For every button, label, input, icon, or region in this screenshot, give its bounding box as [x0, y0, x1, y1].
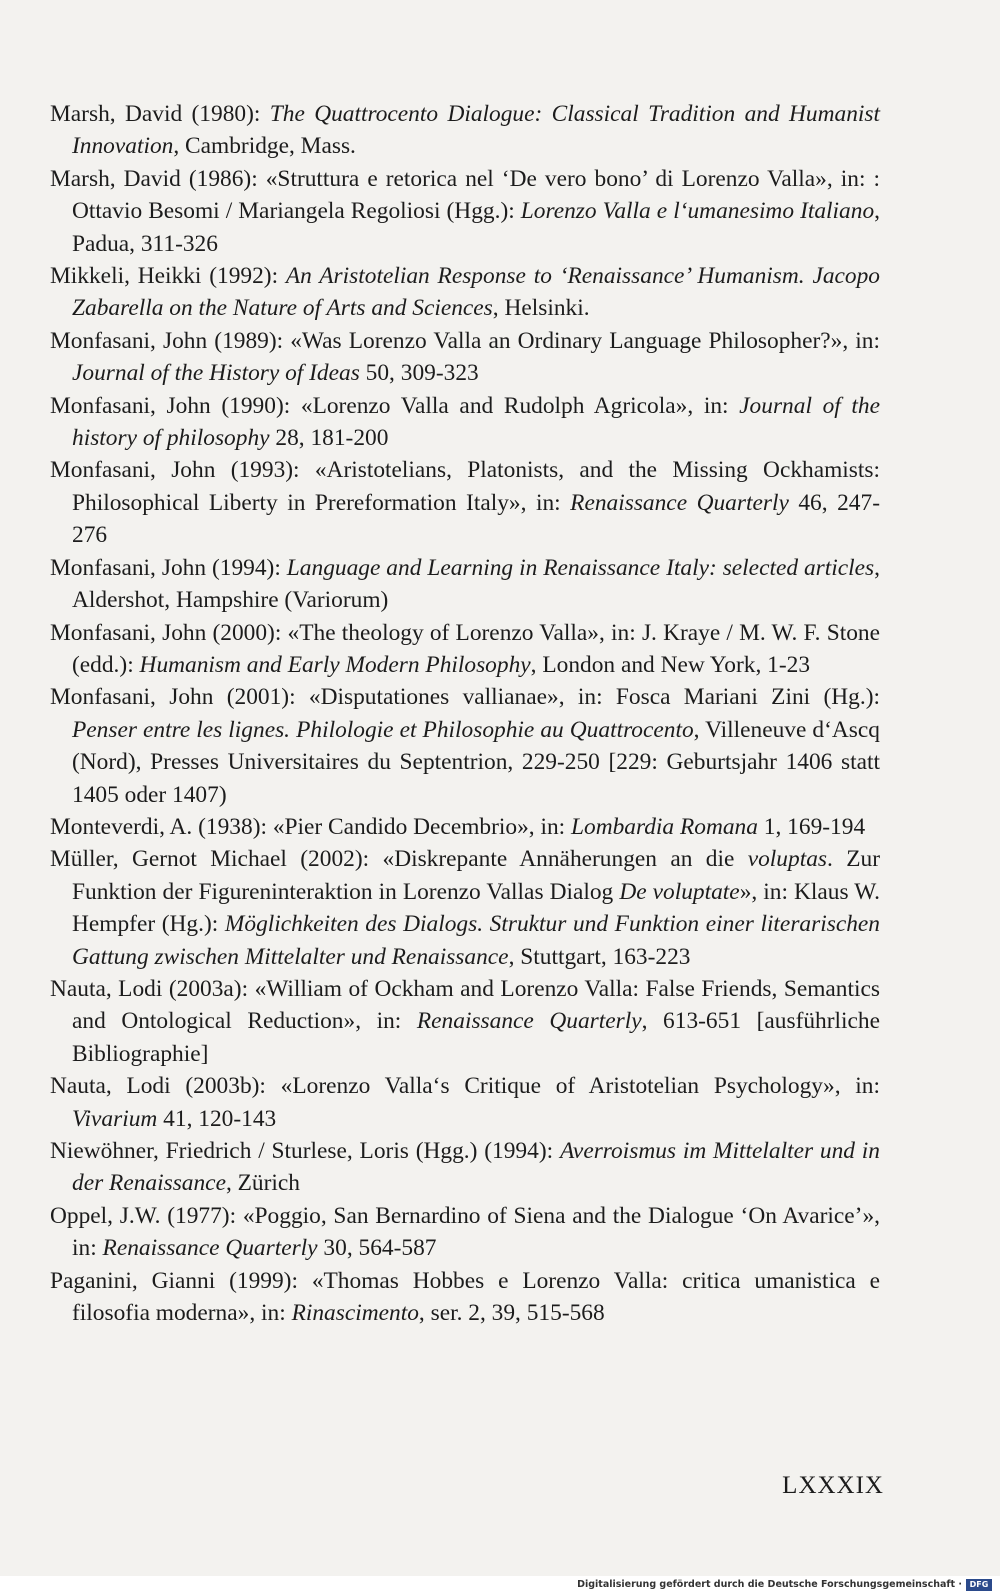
entry-text: Niewöhner, Friedrich / Sturlese, Loris (Hgg.) (1994):: [50, 1138, 560, 1164]
entry-text: Nauta, Lodi (2003a): «William of Ockham and Lorenzo Valla: False Friends, Semantics and Ontological Reduction», in:: [50, 975, 880, 1035]
entry-title-italic: Rinascimento: [291, 1300, 419, 1327]
bibliography-entry: [50, 98, 880, 163]
entry-title-italic: Journal of the history of philosophy: [72, 392, 881, 452]
bibliography-entry: [50, 811, 880, 843]
entry-text: , ser. 2, 39, 515-568: [418, 1300, 605, 1327]
bibliography-entry: [50, 843, 880, 973]
entry-text: 1, 169-194: [757, 813, 866, 840]
bibliography-entry: [50, 617, 880, 682]
entry-text: . Zur Funktion der Figureninteraktion in Lorenzo Vallas Dialog: [72, 846, 880, 905]
entry-text: Monfasani, John (1989): «Was Lorenzo Valla an Ordinary Language Philosopher?», in:: [50, 327, 880, 354]
bibliography-entry: [50, 1265, 880, 1330]
entry-title-italic: Averroismus im Mittelalter und in der Renaissance: [72, 1138, 880, 1197]
dfg-logo: DFG: [966, 1579, 992, 1591]
entry-title-italic: Lorenzo Valla e l‘umanesimo Italiano: [520, 198, 875, 225]
entry-text: Marsh, David (1980):: [50, 101, 270, 127]
entry-title-italic: Journal of the History of Ideas: [72, 360, 360, 387]
entry-title-italic: Penser entre les lignes. Philologie et Philosophie au Quattrocento: [72, 716, 694, 743]
entry-text: , Helsinki.: [492, 295, 590, 322]
entry-text: Monfasani, John (2000): «The theology of Lorenzo Valla», in: J. Kraye / M. W. F. Stone (edd.):: [50, 619, 880, 678]
entry-text: Oppel, J.W. (1977): «Poggio, San Bernardino of Siena and the Dialogue ‘On Avarice’», in:: [50, 1202, 880, 1262]
entry-text: Paganini, Gianni (1999): «Thomas Hobbes e Lorenzo Valla: critica umanistica e filosofia moderna», in:: [50, 1267, 880, 1327]
bibliography-entry: [50, 1135, 880, 1200]
entry-title-italic: De voluptate: [619, 878, 740, 905]
bibliography-list: [50, 98, 880, 1329]
bibliography-entry: [50, 973, 880, 1070]
entry-text: 41, 120-143: [157, 1105, 277, 1132]
bibliography-entry: [50, 325, 880, 390]
entry-text: Monfasani, John (1993): «Aristotelians, Platonists, and the Missing Ockhamists: Philosophical Liberty in Prereformation Italy», in:: [50, 457, 880, 516]
entry-text: Marsh, David (1986): «Struttura e retorica nel ‘De vero bono’ di Lorenzo Valla», in: : Ottavio Besomi / Mariangela Regoliosi (Hgg.):: [50, 165, 880, 225]
entry-title-italic: Renaissance Quarterly: [102, 1235, 318, 1262]
entry-text: Monteverdi, A. (1938): «Pier Candido Decembrio», in:: [50, 813, 572, 840]
entry-text: , Cambridge, Mass.: [173, 133, 356, 160]
entry-text: Monfasani, John (2001): «Disputationes vallianae», in: Fosca Mariani Zini (Hg.):: [50, 684, 880, 711]
entry-text: », in: Klaus W. Hempfer (Hg.):: [72, 878, 880, 938]
entry-title-italic: Language and Learning in Renaissance Italy: selected articles: [286, 554, 875, 581]
entry-text: , London and New York, 1-23: [530, 651, 811, 678]
bibliography-entry: [50, 260, 880, 325]
entry-text: Müller, Gernot Michael (2002): «Diskrepante Annäherungen an die: [50, 846, 748, 873]
entry-title-italic: Renaissance Quarterly: [416, 1008, 642, 1035]
entry-text: Nauta, Lodi (2003b): «Lorenzo Valla‘s Critique of Aristotelian Psychology», in:: [50, 1073, 880, 1100]
entry-text: , Stuttgart, 163-223: [508, 943, 691, 970]
entry-text: Monfasani, John (1994):: [50, 554, 287, 581]
entry-title-italic: Renaissance Quarterly: [570, 489, 789, 516]
digitization-footer: [0, 1576, 1000, 1596]
bibliography-entry: [50, 552, 880, 617]
entry-text: 30, 564-587: [317, 1235, 437, 1262]
entry-text: Mikkeli, Heikki (1992):: [50, 263, 286, 290]
entry-title-italic: Lombardia Romana: [571, 813, 758, 840]
entry-text: , 613-651 [ausführliche Bibliographie]: [72, 1008, 880, 1067]
entry-title-italic: Vivarium: [72, 1105, 158, 1132]
entry-title-italic: voluptas: [747, 846, 827, 873]
bibliography-entry: [50, 390, 880, 455]
entry-title-italic: The Quattrocento Dialogue: Classical Tradition and Humanist Innovation: [72, 101, 880, 160]
footer-credit-text: Digitalisierung gefördert durch die Deutsche Forschungsgemeinschaft ·: [577, 1579, 962, 1590]
entry-text: 46, 247-276: [72, 489, 880, 549]
bibliography-entry: [50, 681, 880, 811]
entry-text: , Padua, 311-326: [72, 198, 880, 257]
entry-text: 28, 181-200: [269, 425, 389, 452]
bibliography-entry: [50, 454, 880, 551]
bibliography-entry: [50, 1070, 880, 1135]
entry-title-italic: An Aristotelian Response to ‘Renaissance’ Humanism. Jacopo Zabarella on the Nature of Arts and Sciences: [72, 263, 880, 322]
entry-text: 50, 309-323: [359, 360, 479, 387]
entry-text: , Villeneuve d‘Ascq (Nord), Presses Universitaires du Septentrion, 229-250 [229: Geburtsjahr 1406 statt 1405 oder 1407): [72, 716, 880, 808]
entry-text: Monfasani, John (1990): «Lorenzo Valla and Rudolph Agricola», in:: [50, 392, 740, 419]
entry-text: , Aldershot, Hampshire (Variorum): [72, 554, 880, 614]
bibliography-entry: [50, 163, 880, 260]
entry-text: , Zürich: [225, 1170, 300, 1197]
entry-title-italic: Humanism and Early Modern Philosophy: [139, 651, 531, 678]
entry-title-italic: Möglichkeiten des Dialogs. Struktur und Funktion einer literarischen Gattung zwischen Mittelalter und Renaissance: [72, 911, 880, 970]
bibliography-entry: [50, 1200, 880, 1265]
page-number: LXXXIX: [782, 1472, 884, 1499]
